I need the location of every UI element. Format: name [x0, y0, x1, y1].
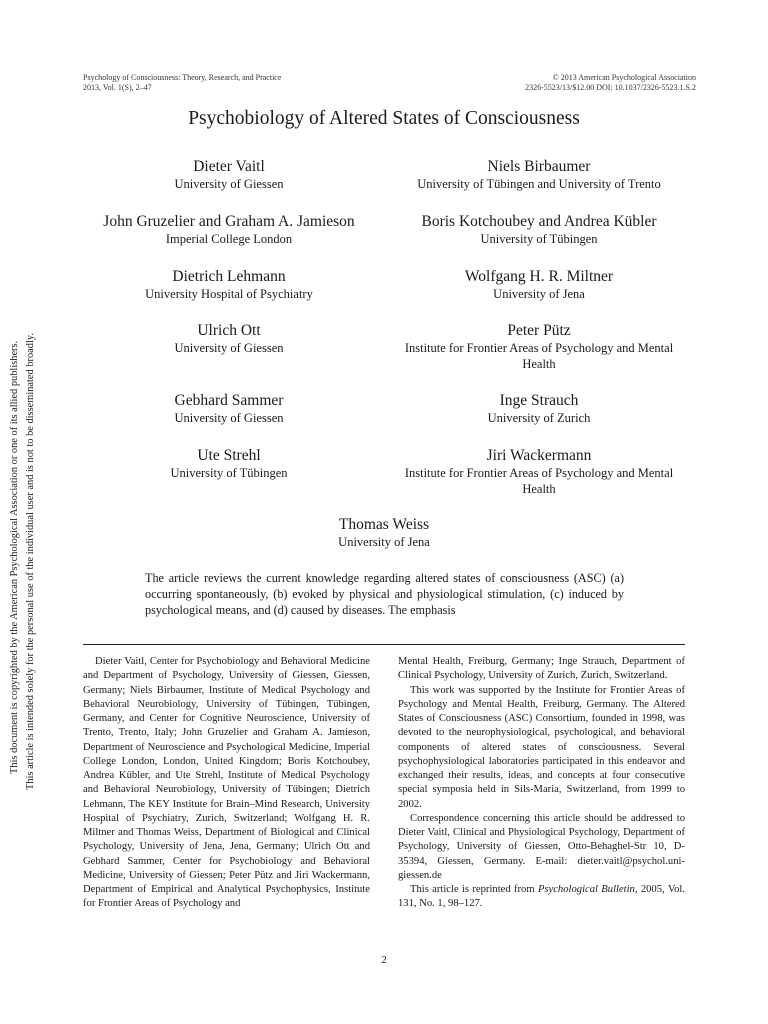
author-block	[79, 267, 379, 302]
author-note-affiliations-continued: Mental Health, Freiburg, Germany; Inge Strauch, Department of Clinical Psychology, University of Zurich, Zurich, Switzerland.	[398, 656, 685, 682]
doi-line: 2326-5523/13/$12.00 DOI: 10.1037/2326-5523.1.S.2	[525, 82, 696, 92]
journal-name: Psychology of Consciousness: Theory, Research, and Practice	[83, 73, 282, 82]
author-affiliation: University of Tübingen and University of Trento	[417, 177, 661, 191]
copyright-side-notice-line-1: This document is copyrighted by the American Psychological Association or one of its allied publishers.	[9, 340, 20, 774]
author-block	[79, 212, 379, 247]
author-affiliation: Institute for Frontier Areas of Psychology and Mental Health	[404, 466, 674, 496]
author-affiliation: University of Giessen	[174, 341, 284, 355]
author-block	[389, 446, 689, 497]
author-name: Niels Birbaumer	[487, 158, 591, 175]
reprint-journal: Psychological Bulletin	[537, 884, 635, 895]
author-block	[389, 212, 689, 247]
running-header-left	[83, 73, 281, 92]
author-block	[389, 267, 689, 302]
author-note-correspondence: Correspondence concerning this article should be addressed to Dieter Vaitl, Clinical and Physiological Psychology, Department of Psychology, University of Giessen, Otto-Behaghel-Str 10, D-35394, Giessen, Germany. E-mail: dieter.vaitl@psychol.uni-giessen.de	[398, 812, 685, 881]
author-note-affiliations: Dieter Vaitl, Center for Psychobiology and Behavioral Medicine and Department of Psychology, University of Giessen, Giessen, Germany; Niels Birbaumer, Institute of Medical Psychology and Behavioral Neurobiology, University of Tübingen, Tübingen, Germany, and Center for Cognitive Neuroscience, University of Trento, Trento, Italy; John Gruzelier and Graham A. Jamieson, Department of Neuroscience and Psychological Medicine, Imperial College London, London, United Kingdom; Boris Kotchoubey, Andrea Kübler, and Ute Strehl, Institute of Medical Psychology and Behavioral Neurobiology, University of Tübingen; Dietrich Lehmann, The KEY Institute for Brain–Mind Research, University Hospital of Psychiatry, Zurich, Switzerland; Wolfgang H. R. Miltner and Thomas Weiss, Department of Biological and Clinical Psychology, University of Jena, Jena, Germany; Ulrich Ott and Gebhard Sammer, Center for Psychobiology and Behavioral Medicine, University of Giessen; Peter Pütz and Jiri Wackermann, Department of Empirical and Analytical Psychophysics, Institute for Frontier Areas of Psychology and	[83, 656, 370, 910]
author-block	[389, 321, 689, 372]
author-affiliation: Institute for Frontier Areas of Psychology and Mental Health	[404, 341, 674, 371]
author-affiliation: University of Zurich	[487, 411, 591, 425]
author-note-support: This work was supported by the Institute for Frontier Areas of Psychology and Mental Health, Freiburg, Germany. The Altered States of Consciousness (ASC) Consortium, founded in 1998, was devoted to the neurophysiological, psychological, and behavioral components of altered states of consciousness. Several psychophysiological laboratories participated in this endeavor and exchanged their results, ideas, and concepts at four consecutive special symposia held in Sils-Maria, Switzerland, from 1999 to 2002.	[398, 684, 685, 810]
author-block	[79, 391, 379, 426]
author-affiliation: University of Jena	[338, 535, 430, 549]
author-block	[79, 321, 379, 356]
author-affiliation: University of Jena	[493, 287, 585, 301]
author-name: Dietrich Lehmann	[172, 268, 286, 285]
author-note-reprint	[398, 883, 685, 912]
author-affiliation: University of Tübingen	[480, 232, 598, 246]
author-affiliation: University of Giessen	[174, 411, 284, 425]
page-number: 2	[381, 954, 387, 966]
author-affiliation: University of Giessen	[174, 177, 284, 191]
author-block	[389, 157, 689, 192]
author-affiliation: University of Tübingen	[170, 466, 288, 480]
author-name: Inge Strauch	[499, 392, 579, 409]
author-note-right-column	[398, 655, 685, 912]
author-name: Thomas Weiss	[338, 516, 430, 533]
author-block	[79, 157, 379, 192]
author-note-left-column	[83, 655, 370, 912]
article-title: Psychobiology of Altered States of Consciousness	[188, 108, 580, 129]
running-header-right	[525, 73, 696, 92]
author-name: Boris Kotchoubey and Andrea Kübler	[421, 213, 657, 230]
journal-volume: 2013, Vol. 1(S), 2–47	[83, 82, 152, 92]
author-name: John Gruzelier and Graham A. Jamieson	[103, 213, 355, 230]
abstract-text: The article reviews the current knowledge regarding altered states of consciousness (ASC) (a) occurring spontaneously, (b) evoked by physical and physiological stimulation, (c) induced by psychological means, and (d) caused by diseases. The emphasis	[145, 571, 624, 617]
copyright-side-notice-line-2: This article is intended solely for the personal use of the individual user and is not to be disseminated broadly.	[25, 333, 36, 790]
footnote-divider	[83, 644, 685, 645]
author-name: Dieter Vaitl	[193, 158, 265, 175]
author-name: Gebhard Sammer	[174, 392, 284, 409]
author-name: Ute Strehl	[197, 447, 261, 464]
author-name: Jiri Wackermann	[486, 447, 592, 464]
copyright-line: © 2013 American Psychological Association	[552, 73, 696, 82]
author-block	[389, 391, 689, 426]
author-name: Wolfgang H. R. Miltner	[464, 268, 614, 285]
author-block	[79, 446, 379, 481]
reprint-prefix: This article is reprinted from	[410, 884, 538, 895]
author-affiliation: Imperial College London	[165, 232, 293, 246]
author-block	[234, 515, 534, 550]
author-name: Peter Pütz	[507, 322, 571, 339]
reprint-suffix: , 2005, Vol. 131, No. 1, 98–127.	[398, 884, 686, 910]
author-affiliation: University Hospital of Psychiatry	[145, 287, 313, 301]
author-name: Ulrich Ott	[197, 322, 261, 339]
